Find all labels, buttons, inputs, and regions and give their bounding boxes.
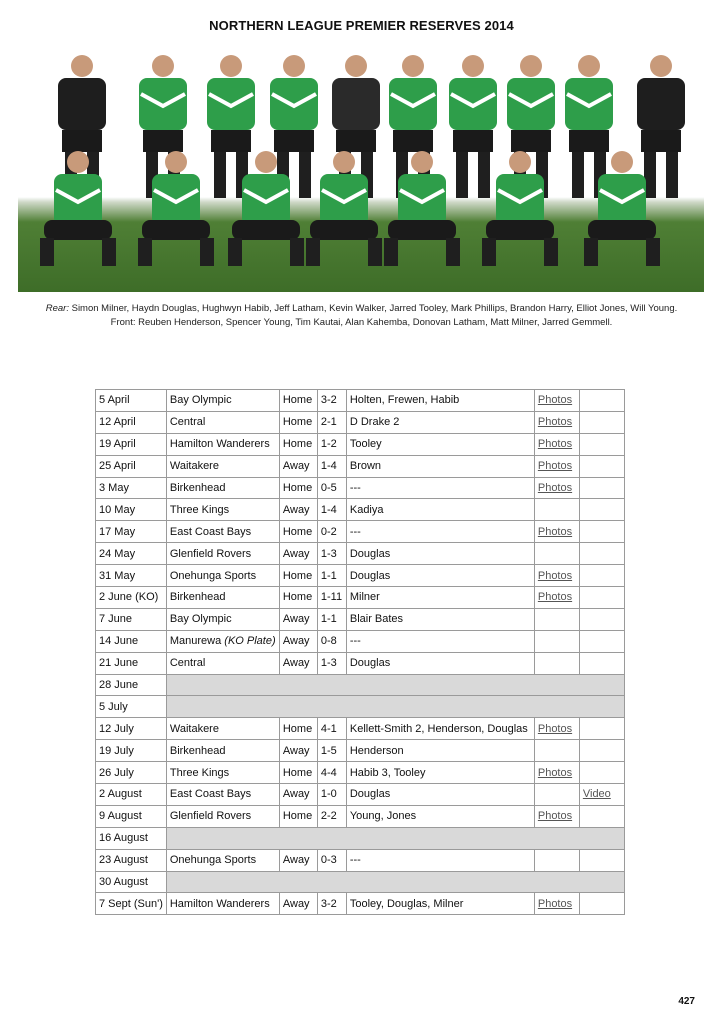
photos-link[interactable]: Photos — [534, 587, 579, 609]
fixture-venue: Away — [279, 608, 317, 630]
fixture-opponent — [166, 433, 279, 455]
fixture-opponent — [166, 652, 279, 674]
no-game-cell — [166, 696, 624, 718]
opponent-name: Waitakere — [169, 460, 219, 473]
fixture-score: 4-1 — [317, 718, 346, 740]
fixture-venue: Away — [279, 849, 317, 871]
fixture-venue: Home — [279, 411, 317, 433]
fixture-opponent — [166, 608, 279, 630]
photos-link[interactable]: Photos — [534, 390, 579, 412]
fixture-scorers: Habib 3, Tooley — [346, 762, 534, 784]
video-cell — [579, 718, 624, 740]
fixture-date: 17 May — [96, 521, 167, 543]
fixture-scorers: Holten, Frewen, Habib — [346, 390, 534, 412]
team-photo — [18, 42, 704, 292]
video-cell — [579, 565, 624, 587]
fixture-date: 31 May — [96, 565, 167, 587]
fixture-row — [96, 652, 625, 674]
fixture-date: 24 May — [96, 543, 167, 565]
fixture-opponent — [166, 805, 279, 827]
fixture-row — [96, 411, 625, 433]
fixture-score: 1-2 — [317, 433, 346, 455]
fixture-date: 10 May — [96, 499, 167, 521]
fixture-date: 2 August — [96, 784, 167, 806]
fixture-venue: Away — [279, 652, 317, 674]
fixture-row — [96, 433, 625, 455]
fixture-date: 12 April — [96, 411, 167, 433]
photos-cell — [534, 740, 579, 762]
photos-cell — [534, 499, 579, 521]
no-game-cell — [166, 827, 624, 849]
fixture-score: 1-4 — [317, 455, 346, 477]
fixture-opponent — [166, 477, 279, 499]
photos-link[interactable]: Photos — [534, 433, 579, 455]
fixture-row — [96, 630, 625, 652]
opponent-name: East Coast Bays — [169, 525, 252, 538]
fixture-opponent — [166, 521, 279, 543]
fixture-date: 5 July — [96, 696, 167, 718]
photos-cell — [534, 652, 579, 674]
fixture-row — [96, 499, 625, 521]
fixture-row — [96, 893, 625, 915]
caption-rear-label: Rear: — [45, 303, 69, 314]
opponent-name: Bay Olympic — [169, 613, 232, 626]
fixture-score: 4-4 — [317, 762, 346, 784]
fixture-date: 14 June — [96, 630, 167, 652]
opponent-name: Hamilton Wanderers — [169, 897, 270, 910]
video-cell — [579, 740, 624, 762]
video-cell — [579, 608, 624, 630]
no-game-cell — [166, 674, 624, 696]
fixture-date: 23 August — [96, 849, 167, 871]
fixture-date: 25 April — [96, 455, 167, 477]
fixture-row — [96, 543, 625, 565]
fixture-score: 3-2 — [317, 390, 346, 412]
team-photo-illustration — [18, 42, 704, 292]
opponent-name: Birkenhead — [169, 482, 226, 494]
fixture-row — [96, 696, 625, 718]
fixture-row — [96, 477, 625, 499]
photos-link[interactable]: Photos — [534, 762, 579, 784]
fixture-venue: Home — [279, 805, 317, 827]
opponent-name: Manurewa — [169, 635, 222, 648]
fixture-row — [96, 674, 625, 696]
opponent-name: Central — [169, 657, 206, 670]
fixture-scorers: Douglas — [346, 543, 534, 565]
fixture-date: 7 Sept (Sun') — [96, 893, 167, 915]
fixture-scorers: Tooley, Douglas, Milner — [346, 893, 534, 915]
fixture-score: 2-1 — [317, 411, 346, 433]
fixture-date: 21 June — [96, 652, 167, 674]
opponent-name: Hamilton Wanderers — [169, 438, 270, 451]
fixture-row — [96, 718, 625, 740]
fixture-opponent — [166, 499, 279, 521]
fixture-date: 12 July — [96, 718, 167, 740]
video-link[interactable]: Video — [579, 784, 624, 806]
fixture-row — [96, 521, 625, 543]
fixture-opponent — [166, 762, 279, 784]
fixture-scorers: Kadiya — [346, 499, 534, 521]
fixtures-table — [95, 389, 625, 915]
fixture-scorers: --- — [346, 521, 534, 543]
fixture-date: 30 August — [96, 871, 167, 893]
fixture-score: 1-1 — [317, 565, 346, 587]
video-cell — [579, 805, 624, 827]
video-cell — [579, 849, 624, 871]
fixture-row — [96, 740, 625, 762]
page-title: NORTHERN LEAGUE PREMIER RESERVES 2014 — [209, 18, 514, 33]
fixture-scorers: Young, Jones — [346, 805, 534, 827]
video-cell — [579, 652, 624, 674]
photos-link[interactable]: Photos — [534, 411, 579, 433]
fixture-scorers: --- — [346, 849, 534, 871]
fixture-venue: Away — [279, 499, 317, 521]
fixture-row — [96, 827, 625, 849]
fixture-row — [96, 784, 625, 806]
front-player — [384, 151, 460, 266]
photos-link[interactable]: Photos — [534, 718, 579, 740]
fixture-date: 2 June (KO) — [96, 587, 167, 609]
fixture-date: 7 June — [96, 608, 167, 630]
fixture-score: 1-5 — [317, 740, 346, 762]
fixture-venue: Away — [279, 543, 317, 565]
fixture-row — [96, 849, 625, 871]
fixture-scorers: Douglas — [346, 652, 534, 674]
fixture-row — [96, 608, 625, 630]
fixture-venue: Home — [279, 565, 317, 587]
fixture-date: 3 May — [96, 477, 167, 499]
fixture-opponent — [166, 411, 279, 433]
fixture-opponent — [166, 893, 279, 915]
fixture-row — [96, 587, 625, 609]
fixture-venue: Home — [279, 587, 317, 609]
fixture-date: 16 August — [96, 827, 167, 849]
fixture-date: 19 July — [96, 740, 167, 762]
fixture-score: 1-4 — [317, 499, 346, 521]
fixture-score: 0-3 — [317, 849, 346, 871]
fixture-date: 5 April — [96, 390, 167, 412]
fixture-date: 28 June — [96, 674, 167, 696]
fixture-date: 19 April — [96, 433, 167, 455]
photo-caption — [40, 302, 683, 329]
fixture-scorers: Blair Bates — [346, 608, 534, 630]
fixture-scorers: Douglas — [346, 784, 534, 806]
video-cell — [579, 390, 624, 412]
fixture-venue: Away — [279, 784, 317, 806]
fixture-scorers: Henderson — [346, 740, 534, 762]
opponent-name: Central — [169, 416, 206, 429]
fixture-venue: Home — [279, 521, 317, 543]
opponent-name: East Coast Bays — [169, 788, 252, 801]
video-cell — [579, 543, 624, 565]
photos-link[interactable]: Photos — [534, 893, 579, 915]
fixture-venue: Away — [279, 740, 317, 762]
fixture-opponent — [166, 630, 279, 652]
fixture-venue: Home — [279, 718, 317, 740]
fixture-row — [96, 805, 625, 827]
fixture-scorers: D Drake 2 — [346, 411, 534, 433]
caption-rear — [40, 302, 683, 316]
photos-link[interactable]: Photos — [534, 565, 579, 587]
opponent-name: Waitakere — [169, 722, 219, 735]
opponent-name: Three Kings — [169, 766, 230, 779]
fixture-opponent — [166, 718, 279, 740]
fixture-score: 1-0 — [317, 784, 346, 806]
fixture-opponent — [166, 740, 279, 762]
video-cell — [579, 433, 624, 455]
rear-player — [637, 55, 685, 198]
opponent-note: (KO Plate) — [224, 635, 276, 648]
photos-cell — [534, 784, 579, 806]
photos-link[interactable]: Photos — [534, 455, 579, 477]
fixture-venue: Home — [279, 762, 317, 784]
video-cell — [579, 630, 624, 652]
fixture-scorers: --- — [346, 630, 534, 652]
fixture-scorers: --- — [346, 477, 534, 499]
fixture-venue: Home — [279, 433, 317, 455]
fixture-score: 3-2 — [317, 893, 346, 915]
fixture-row — [96, 455, 625, 477]
fixture-scorers: Brown — [346, 455, 534, 477]
fixture-score: 1-3 — [317, 543, 346, 565]
fixture-row — [96, 871, 625, 893]
fixture-opponent — [166, 543, 279, 565]
fixture-venue: Away — [279, 455, 317, 477]
fixture-score: 1-3 — [317, 652, 346, 674]
video-cell — [579, 411, 624, 433]
photos-cell — [534, 849, 579, 871]
caption-rear-names: Simon Milner, Haydn Douglas, Hughwyn Habib, Jeff Latham, Kevin Walker, Jarred Tooley, Mark Phillips, Brandon Harry, Elliot Jones, Will Young. — [71, 303, 678, 314]
fixture-row — [96, 762, 625, 784]
opponent-name: Three Kings — [169, 503, 230, 516]
fixture-scorers: Kellett-Smith 2, Henderson, Douglas — [346, 718, 534, 740]
fixture-score: 0-5 — [317, 477, 346, 499]
fixture-row — [96, 390, 625, 412]
video-cell — [579, 455, 624, 477]
fixture-venue: Home — [279, 477, 317, 499]
opponent-name: Onehunga Sports — [169, 569, 257, 582]
opponent-name: Bay Olympic — [169, 394, 232, 407]
fixture-score: 1-1 — [317, 608, 346, 630]
fixture-opponent — [166, 784, 279, 806]
fixture-score: 0-2 — [317, 521, 346, 543]
photos-link[interactable]: Photos — [534, 477, 579, 499]
photos-cell — [534, 608, 579, 630]
video-cell — [579, 499, 624, 521]
fixture-scorers: Tooley — [346, 433, 534, 455]
fixture-opponent — [166, 455, 279, 477]
opponent-name: Onehunga Sports — [169, 854, 257, 867]
fixture-date: 26 July — [96, 762, 167, 784]
fixture-scorers: Douglas — [346, 565, 534, 587]
photos-cell — [534, 630, 579, 652]
no-game-cell — [166, 871, 624, 893]
fixture-score: 1-11 — [317, 587, 346, 609]
fixture-venue: Away — [279, 630, 317, 652]
page-number: 427 — [678, 996, 695, 1007]
rear-player — [449, 55, 497, 198]
fixture-opponent — [166, 849, 279, 871]
fixture-scorers: Milner — [346, 587, 534, 609]
video-cell — [579, 477, 624, 499]
caption-front: Front: Reuben Henderson, Spencer Young, Tim Kautai, Alan Kahemba, Donovan Latham, Matt Milner, Jarred Gemmell. — [110, 316, 613, 328]
fixture-opponent — [166, 565, 279, 587]
video-cell — [579, 762, 624, 784]
opponent-name: Glenfield Rovers — [169, 547, 252, 560]
video-cell — [579, 521, 624, 543]
fixture-opponent — [166, 587, 279, 609]
fixture-date: 9 August — [96, 805, 167, 827]
photos-link[interactable]: Photos — [534, 521, 579, 543]
opponent-name: Birkenhead — [169, 591, 226, 604]
fixture-venue: Away — [279, 893, 317, 915]
video-cell — [579, 587, 624, 609]
photos-link[interactable]: Photos — [534, 805, 579, 827]
fixture-row — [96, 565, 625, 587]
photos-cell — [534, 543, 579, 565]
opponent-name: Glenfield Rovers — [169, 810, 252, 823]
fixture-score: 2-2 — [317, 805, 346, 827]
fixture-score: 0-8 — [317, 630, 346, 652]
fixture-opponent — [166, 390, 279, 412]
fixture-venue: Home — [279, 390, 317, 412]
front-player — [40, 151, 116, 266]
video-cell — [579, 893, 624, 915]
opponent-name: Birkenhead — [169, 744, 226, 757]
